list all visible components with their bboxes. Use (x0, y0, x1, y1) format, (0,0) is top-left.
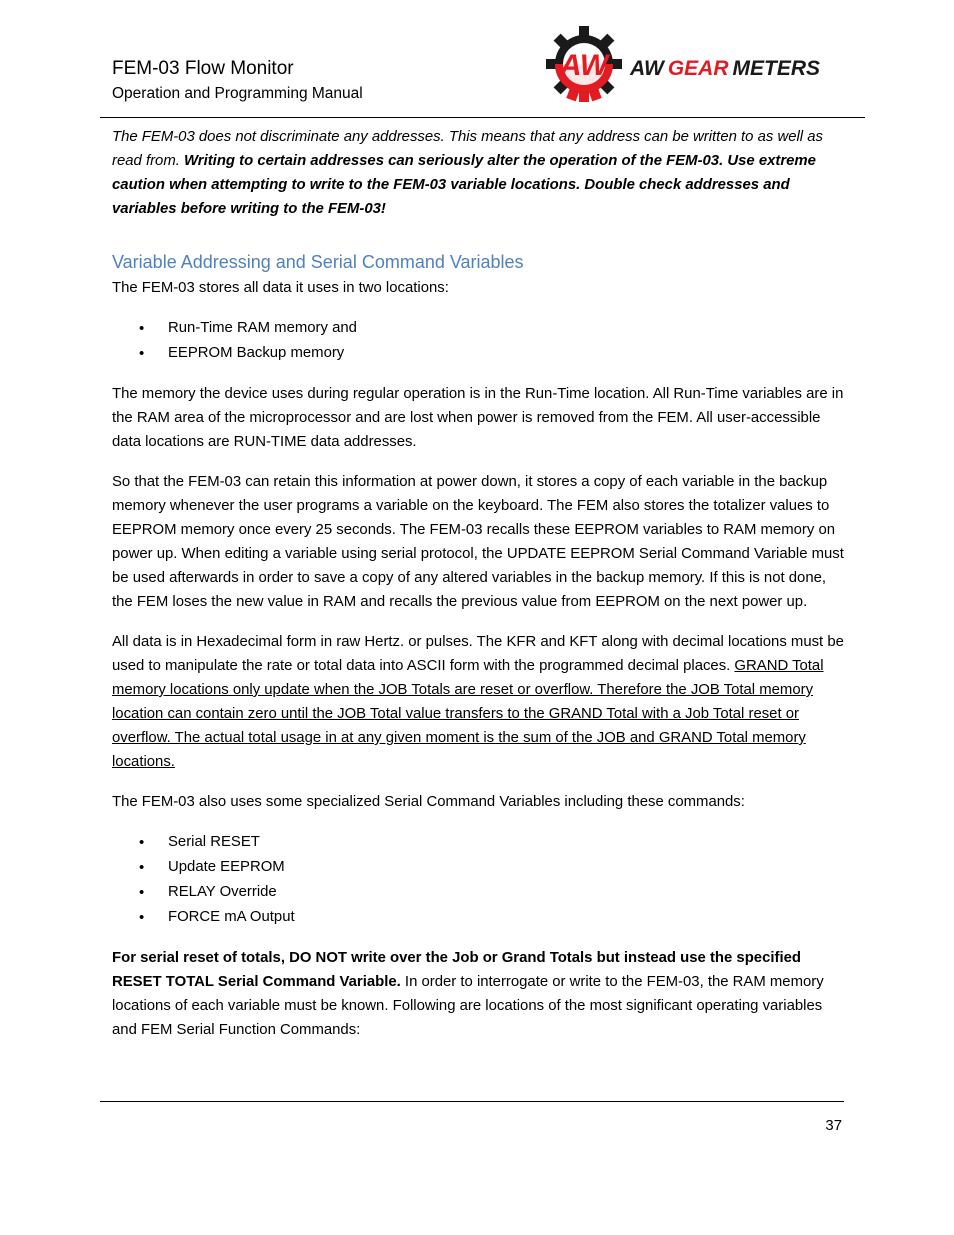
svg-text:AWGEARMETERS (629, 57, 820, 80)
page-number: 37 (825, 1118, 842, 1134)
reset-totals-bold: For serial reset of totals, DO NOT write over the Job or Grand Totals but instead use the specified RESET TOTAL Serial Command Variable. (112, 950, 801, 990)
logo-mark-text: AW (559, 49, 609, 82)
list-item: • EEPROM Backup memory (112, 341, 844, 366)
intro-text: The FEM-03 does not discriminate any addresses. This means that any address can be written to as well as read from. (112, 129, 823, 169)
list-item: • RELAY Override (112, 880, 844, 905)
intro-warning (112, 125, 844, 221)
logo-brand-aw: AW (630, 57, 664, 80)
document-subtitle: Operation and Programming Manual (112, 85, 363, 102)
list-item: • Serial RESET (112, 830, 844, 855)
aw-gear-meters-logo (546, 24, 836, 104)
reset-totals-text: In order to interrogate or write to the FEM-03, the RAM memory locations of each variable must be known. Following are locations of the most significant operating variables and FEM Serial Function Commands: (112, 974, 824, 1038)
footer-divider (100, 1101, 844, 1102)
paragraph-hex-data (112, 630, 844, 774)
header-divider (100, 117, 865, 118)
logo-brand-meters: METERS (732, 57, 821, 80)
grand-total-note: GRAND Total memory locations only update when the JOB Totals are reset or overflow. Therefore the JOB Total memory location can contain zero until the JOB Total value transfers to the GRAND Total with a Job Total reset or overflow. The actual total usage in at any given moment is the sum of the JOB and GRAND Total memory locations. (112, 658, 824, 770)
paragraph-serial-commands: The FEM-03 also uses some specialized Serial Command Variables including these commands: (112, 794, 745, 810)
storage-locations-list (112, 316, 844, 366)
gear-logo-icon (546, 24, 836, 104)
document-title: FEM-03 Flow Monitor (112, 58, 294, 79)
section-heading: Variable Addressing and Serial Command Variables (112, 252, 524, 272)
page-body (112, 125, 844, 1042)
list-item: • FORCE mA Output (112, 905, 844, 930)
paragraph-reset-totals (112, 946, 844, 1042)
intro-bold-warning: Writing to certain addresses can seriously alter the operation of the FEM-03. Use extreme caution when attempting to write to the FEM-03 variable locations. Double check addresses and variables before writing to the FEM-03! (112, 153, 816, 217)
paragraph-storage-locations: The FEM-03 stores all data it uses in two locations: (112, 280, 449, 296)
paragraph-eeprom-backup: So that the FEM-03 can retain this information at power down, it stores a copy of each variable in the backup memory whenever the user programs a variable on the keyboard. The FEM also stores the totalizer values to EEPROM memory once every 25 seconds. The FEM-03 recalls these EEPROM variables to RAM memory on power up. When editing a variable using serial protocol, the UPDATE EEPROM Serial Command Variable must be used afterwards in order to save a copy of any altered variables in the backup memory. If this is not done, the FEM loses the new value in RAM and recalls the previous value from EEPROM on the next power up. (112, 474, 844, 610)
list-item: • Run-Time RAM memory and (112, 316, 844, 341)
list-item: • Update EEPROM (112, 855, 844, 880)
logo-brand-gear: GEAR (667, 57, 729, 80)
hex-data-text: All data is in Hexadecimal form in raw Hertz. or pulses. The KFR and KFT along with decimal locations must be used to manipulate the rate or total data into ASCII form with the programmed decimal places. (112, 634, 844, 674)
paragraph-runtime-memory: The memory the device uses during regular operation is in the Run-Time location. All Run-Time variables are in the RAM area of the microprocessor and are lost when power is removed from the FEM. All user-accessible data locations are RUN-TIME data addresses. (112, 386, 844, 450)
serial-commands-list (112, 830, 844, 930)
